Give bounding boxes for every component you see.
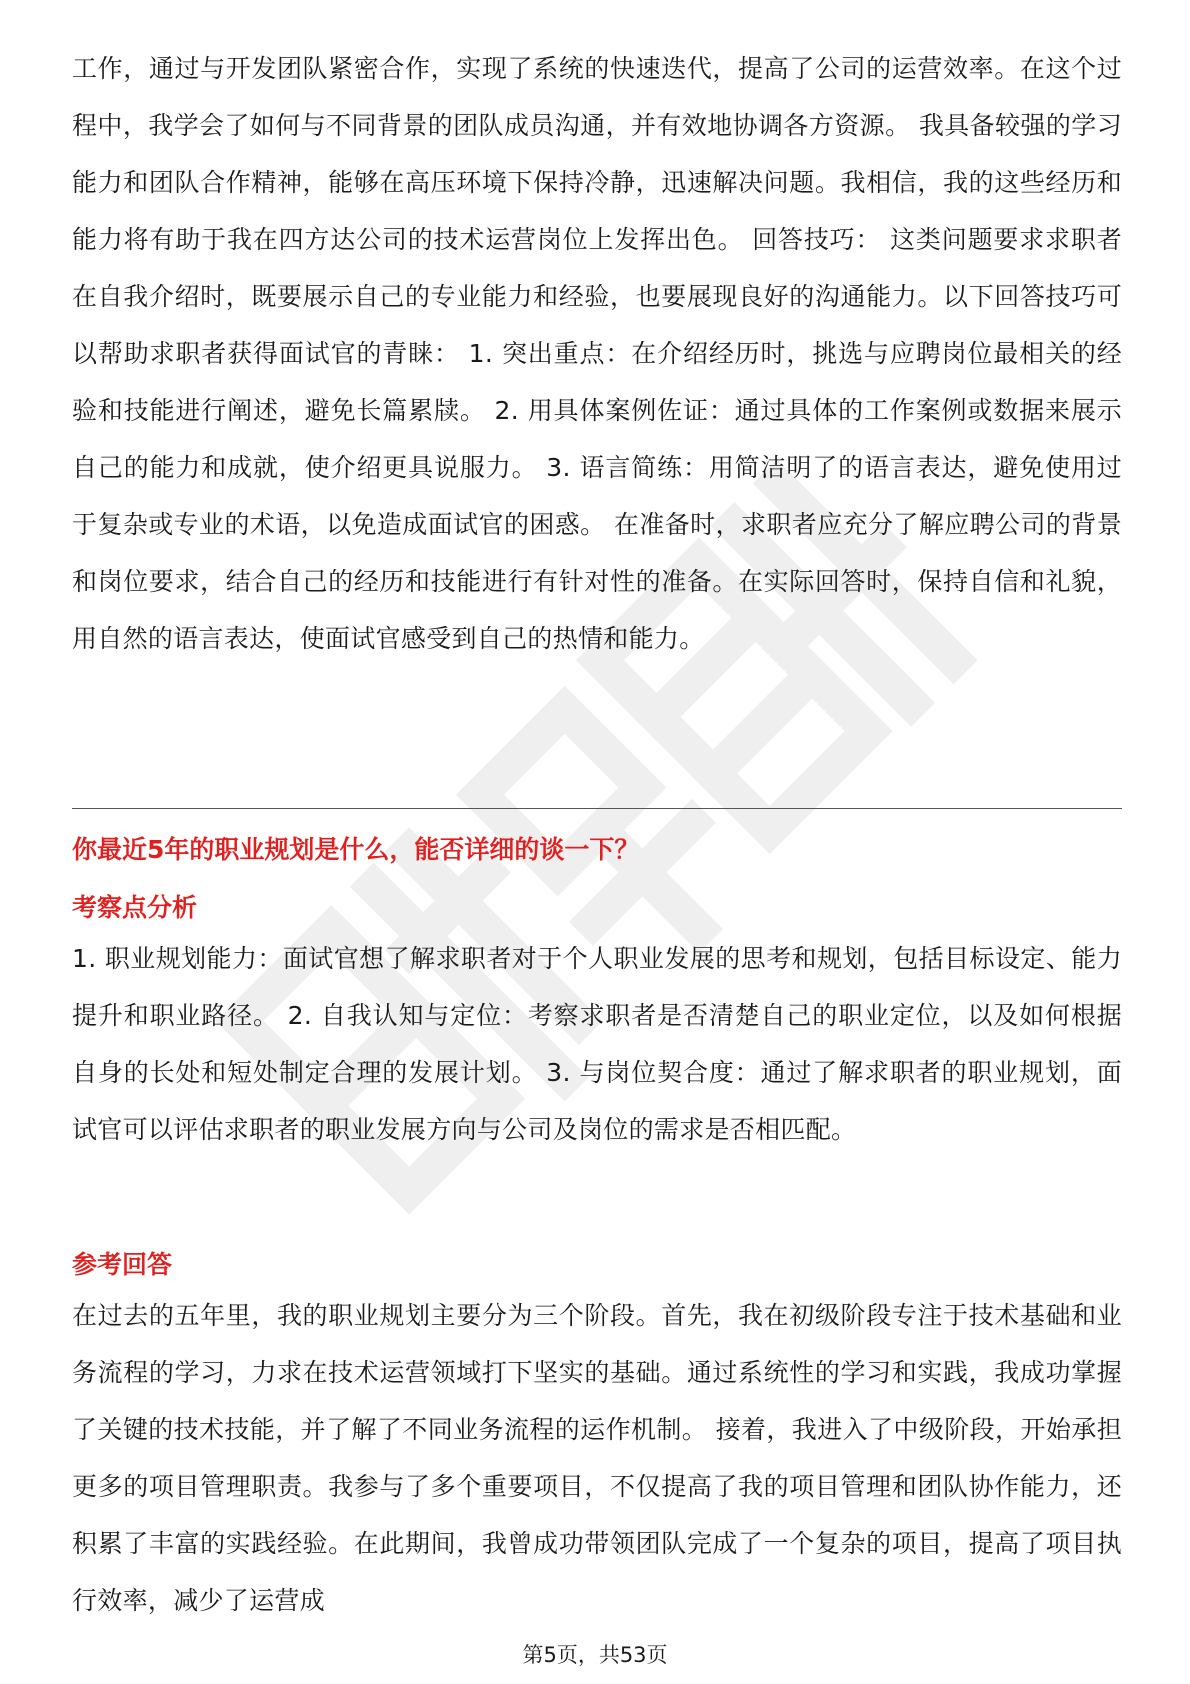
question-title: 你最近5年的职业规划是什么，能否详细的谈一下？ [72,835,640,864]
section-divider [72,808,1122,809]
answer-paragraph: 在过去的五年里，我的职业规划主要分为三个阶段。首先，我在初级阶段专注于技术基础和业务流程的学习，力求在技术运营领域打下坚实的基础。通过系统性的学习和实践，我成功掌握了关键的技术技能，并了解了不同业务流程的运作机制。 接着，我进入了中级阶段，开始承担更多的项目管理职责。我参与了多个重要项目，不仅提高了我的项目管理和团队协作能力，还积累了丰富的实践经验。在此期间，我曾成功带领团队完成了一个复杂的项目，提高了项目执行效率，减少了运营成 [72,1301,1122,1615]
analysis-heading: 考察点分析 [72,893,198,922]
page-indicator: 第5页，共53页 [522,1643,668,1667]
intro-paragraph: 工作，通过与开发团队紧密合作，实现了系统的快速迭代，提高了公司的运营效率。在这个过程中，我学会了如何与不同背景的团队成员沟通，并有效地协调各方资源。 我具备较强的学习能力和团队合作精神，能够在高压环境下保持冷静，迅速解决问题。我相信，我的这些经历和能力将有助于我在四方达公司的技术运营岗位上发挥出色。 回答技巧： 这类问题要求求职者在自我介绍时，既要展示自己的专业能力和经验，也要展现良好的沟通能力。以下回答技巧可以帮助求职者获得面试官的青睐： 1. 突出重点：在介绍经历时，挑选与应聘岗位最相关的经验和技能进行阐述，避免长篇累牍。 2. 用具体案例佐证：通过具体的工作案例或数据来展示自己的能力和成就，使介绍更具说服力。 3. 语言简练：用简洁明了的语言表达，避免使用过于复杂或专业的术语，以免造成面试官的困惑。 在准备时，求职者应充分了解应聘公司的背景和岗位要求，结合自己的经历和技能进行有针对性的准备。在实际回答时，保持自信和礼貌，用自然的语言表达，使面试官感受到自己的热情和能力。 [72,54,1122,653]
answer-heading: 参考回答 [72,1250,173,1279]
analysis-paragraph: 1. 职业规划能力：面试官想了解求职者对于个人职业发展的思考和规划，包括目标设定、能力提升和职业路径。 2. 自我认知与定位：考察求职者是否清楚自己的职业定位，以及如何根据自身的长处和短处制定合理的发展计划。 3. 与岗位契合度：通过了解求职者的职业规划，面试官可以评估求职者的职业发展方向与公司及岗位的需求是否相匹配。 [72,944,1122,1144]
